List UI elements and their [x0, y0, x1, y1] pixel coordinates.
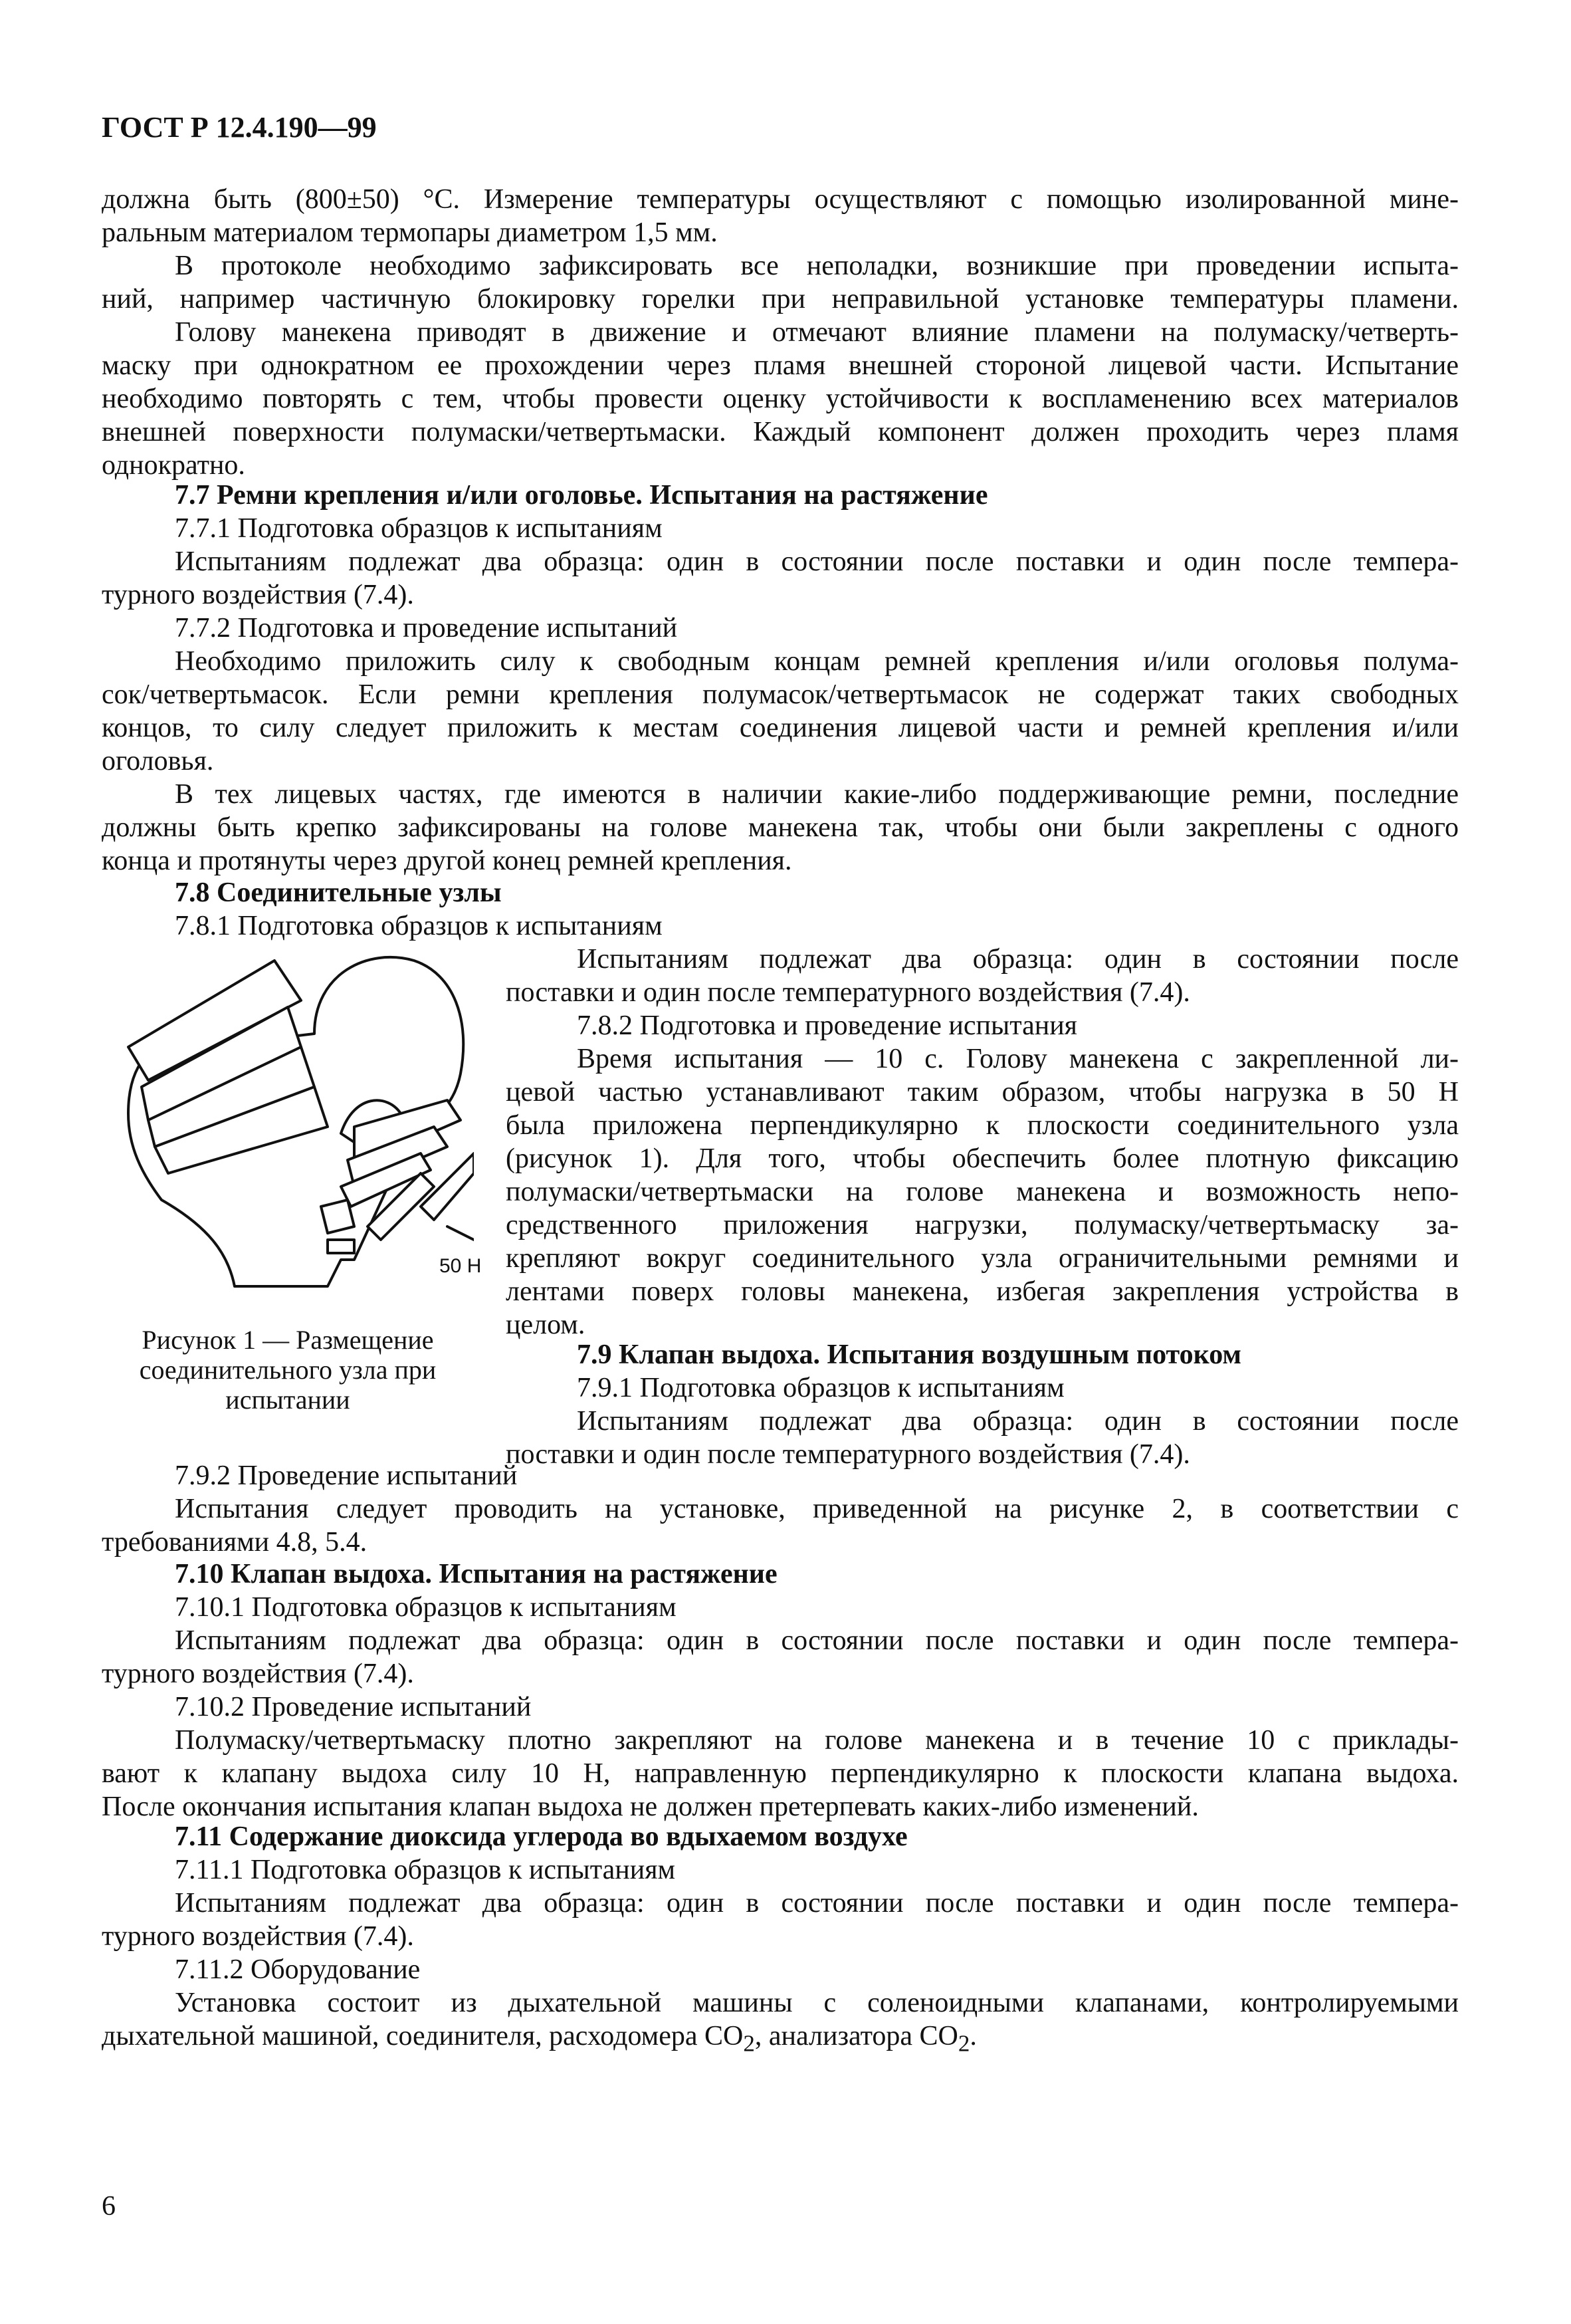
- text-line: должна быть (800±50) °С. Измерение температуры осуществляют с помощью изолированной мине-: [102, 184, 1459, 215]
- section-heading: 7.9 Клапан выдоха. Испытания воздушным потоком: [577, 1339, 1242, 1370]
- text-fragment: , анализатора СО: [754, 2021, 958, 2051]
- text-line: необходимо повторять с тем, чтобы провести оценку устойчивости к воспламенению всех материалов: [102, 384, 1459, 414]
- section-heading: 7.11 Содержание диоксида углерода во вдыхаемом воздухе: [175, 1821, 908, 1852]
- subsection-heading: 7.10.2 Проведение испытаний: [175, 1692, 532, 1722]
- text-line: средственного приложения нагрузки, полумаску/четвертьмаску за-: [506, 1210, 1459, 1240]
- text-line: полумаски/четвертьмаски на голове манекена и возможность непо-: [506, 1177, 1459, 1207]
- section-heading: 7.10 Клапан выдоха. Испытания на растяжение: [175, 1559, 778, 1589]
- page-number: 6: [102, 2191, 116, 2222]
- figure-caption-line: Рисунок 1 — Размещение: [142, 1325, 434, 1355]
- text-line: сок/четвертьмасок. Если ремни крепления полумасок/четвертьмасок не содержат таких свободных: [102, 679, 1459, 710]
- text-line: Испытания следует проводить на установке, приведенной на рисунке 2, в соответствии с: [175, 1494, 1459, 1524]
- text-line: была приложена перпендикулярно к плоскости соединительного узла: [506, 1110, 1459, 1141]
- subscript: 2: [743, 2030, 755, 2057]
- text-line: Испытаниям подлежат два образца: один в состоянии после поставки и один после темпера-: [175, 546, 1459, 577]
- document-header: ГОСТ Р 12.4.190—99: [102, 111, 377, 144]
- text-line: цевой частью устанавливают таким образом, чтобы нагрузка в 50 Н: [506, 1077, 1459, 1107]
- text-line: конца и протянуты через другой конец ремней крепления.: [102, 846, 792, 876]
- text-line: оголовья.: [102, 746, 214, 776]
- text-line: маску при однократном ее прохождении через пламя внешней стороной лицевой части. Испытание: [102, 350, 1459, 381]
- text-line: крепляют вокруг соединительного узла ограничительными ремнями и: [506, 1243, 1459, 1274]
- text-line: вают к клапану выдоха силу 10 Н, направленную перпендикулярно к плоскости клапана выдоха.: [102, 1758, 1459, 1789]
- figure-caption: [102, 1325, 474, 1415]
- subsection-heading: 7.8.1 Подготовка образцов к испытаниям: [175, 911, 663, 941]
- text-line: Испытаниям подлежат два образца: один в состоянии после: [577, 1406, 1459, 1437]
- text-line: ральным материалом термопары диаметром 1,5 мм.: [102, 217, 718, 248]
- text-fragment: дыхательной машиной, соединителя, расходомера СО: [102, 2021, 744, 2051]
- text-line: поставки и один после температурного воздействия (7.4).: [506, 1439, 1190, 1470]
- text-line: концов, то силу следует приложить к местам соединения лицевой части и ремней крепления и/или: [102, 713, 1459, 743]
- text-line: внешней поверхности полумаски/четвертьмаски. Каждый компонент должен проходить через пламя: [102, 417, 1459, 447]
- text-line: Полумаску/четвертьмаску плотно закрепляют на голове манекена и в течение 10 с приклады-: [175, 1725, 1459, 1756]
- text-line: После окончания испытания клапан выдоха не должен претерпевать каких-либо изменений.: [102, 1792, 1199, 1822]
- section-heading: 7.8 Соединительные узлы: [175, 877, 502, 908]
- subscript: 2: [958, 2030, 970, 2057]
- text-line: Испытаниям подлежат два образца: один в состоянии после: [577, 944, 1459, 975]
- text-fragment: .: [970, 2021, 977, 2051]
- text-line: В протоколе необходимо зафиксировать все неполадки, возникшие при проведении испыта-: [175, 251, 1459, 281]
- text-line: турного воздействия (7.4).: [102, 1659, 414, 1689]
- text-line: требованиями 4.8, 5.4.: [102, 1527, 367, 1558]
- figure-caption-line: испытании: [225, 1385, 350, 1415]
- subsection-heading: 7.7.2 Подготовка и проведение испытаний: [175, 613, 678, 643]
- text-line: Необходимо приложить силу к свободным концам ремней крепления и/или оголовья полума-: [175, 646, 1459, 677]
- text-line: В тех лицевых частях, где имеются в наличии какие-либо поддерживающие ремни, последние: [175, 779, 1459, 810]
- text-line: Голову манекена приводят в движение и отмечают влияние пламени на полумаску/четверть-: [175, 317, 1459, 348]
- subsection-heading: 7.8.2 Подготовка и проведение испытания: [577, 1010, 1077, 1041]
- text-line: Установка состоит из дыхательной машины с соленоидными клапанами, контролируемыми: [175, 1988, 1459, 2018]
- text-line: должны быть крепко зафиксированы на голове манекена так, чтобы они были закреплены с одного: [102, 812, 1459, 843]
- text-line: турного воздействия (7.4).: [102, 580, 414, 610]
- text-line: однократно.: [102, 450, 245, 481]
- text-line: турного воздействия (7.4).: [102, 1921, 414, 1952]
- force-label: 50 Н: [439, 1255, 482, 1277]
- subsection-heading: 7.10.1 Подготовка образцов к испытаниям: [175, 1592, 677, 1623]
- text-line: ний, например частичную блокировку горелки при неправильной установке температуры пламени.: [102, 284, 1459, 314]
- text-line: целом.: [506, 1310, 585, 1340]
- text-line: Испытаниям подлежат два образца: один в состоянии после поставки и один после темпера-: [175, 1888, 1459, 1918]
- text-line: (рисунок 1). Для того, чтобы обеспечить более плотную фиксацию: [506, 1143, 1459, 1174]
- text-line: Испытаниям подлежат два образца: один в состоянии после поставки и один после темпера-: [175, 1625, 1459, 1656]
- text-line: Время испытания — 10 с. Голову манекена с закрепленной ли-: [577, 1044, 1459, 1074]
- subsection-heading: 7.11.2 Оборудование: [175, 1954, 421, 1985]
- text-line: поставки и один после температурного воздействия (7.4).: [506, 977, 1190, 1008]
- text-line: [102, 2020, 1459, 2060]
- subsection-heading: 7.7.1 Подготовка образцов к испытаниям: [175, 513, 663, 544]
- subsection-heading: 7.11.1 Подготовка образцов к испытаниям: [175, 1855, 676, 1885]
- figure-1-mannequin-diagram: [102, 947, 474, 1300]
- section-heading: 7.7 Ремни крепления и/или оголовье. Испытания на растяжение: [175, 480, 988, 511]
- figure-caption-line: соединительного узла при: [139, 1355, 437, 1385]
- subsection-heading: 7.9.1 Подготовка образцов к испытаниям: [577, 1373, 1065, 1403]
- text-line: лентами поверх головы манекена, избегая закрепления устройства в: [506, 1276, 1459, 1307]
- subsection-heading: 7.9.2 Проведение испытаний: [175, 1460, 518, 1491]
